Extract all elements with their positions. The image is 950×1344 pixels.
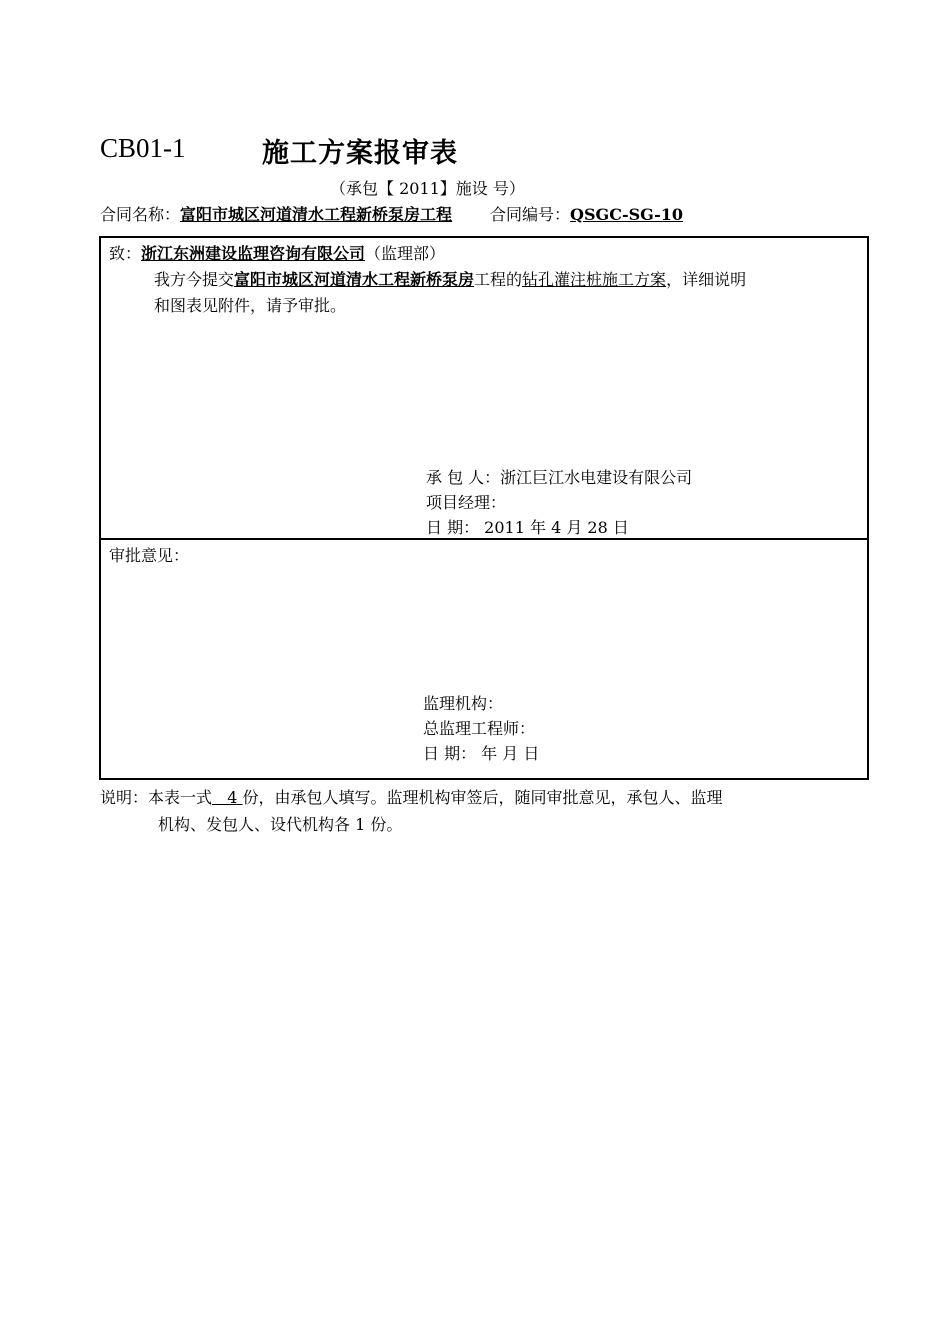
notes	[100, 784, 723, 838]
body-mid: 工程的	[474, 270, 523, 289]
construction-plan-name: 钻孔灌注桩施工方案	[522, 270, 667, 289]
approval-form	[99, 236, 869, 780]
chief-engineer-line: 总监理工程师：	[423, 719, 536, 738]
notes-line-1	[100, 784, 723, 811]
contract-no-label: 合同编号：	[490, 205, 571, 224]
supervisor-company: 浙江东洲建设监理咨询有限公司	[141, 244, 366, 263]
contractor-line: 承 包 人：浙江巨江水电建设有限公司	[426, 468, 693, 487]
addressee-line	[109, 241, 445, 267]
contract-info	[100, 202, 683, 225]
supervision-agency-line: 监理机构：	[423, 694, 504, 713]
notes-line-2: 机构、发包人、设代机构各 1 份。	[158, 815, 403, 834]
body-prefix: 我方今提交	[154, 270, 235, 289]
to-suffix: （监理部）	[365, 244, 446, 263]
notes-line-1-rest: 份，由承包人填写。监理机构审签后，随同审批意见，承包人、监理	[242, 788, 723, 807]
page-title: 施工方案报审表	[262, 138, 458, 169]
contract-name-label: 合同名称：	[100, 205, 181, 224]
document-number: （承包【 2011】施设 号）	[330, 179, 525, 198]
approval-date-line: 日 期： 年 月 日	[423, 744, 540, 763]
submission-text-line-2: 和图表见附件，请予审批。	[154, 296, 347, 315]
contract-no: QSGC-SG-10	[570, 205, 683, 224]
submission-text-line-1	[154, 267, 746, 293]
body-project: 富阳市城区河道清水工程新桥泵房	[234, 270, 475, 289]
submission-date-line: 日 期： 2011 年 4 月 28 日	[426, 518, 629, 537]
project-manager-line: 项目经理：	[426, 493, 507, 512]
copies-count: 4	[212, 788, 243, 807]
form-code: CB01-1	[100, 133, 186, 163]
section-divider	[101, 538, 867, 540]
contract-name: 富阳市城区河道清水工程新桥泵房工程	[180, 205, 453, 224]
to-label: 致：	[109, 244, 142, 263]
approval-opinion-label: 审批意见：	[109, 546, 190, 565]
body-suffix: ，详细说明	[666, 270, 747, 289]
notes-prefix: 说明：本表一式	[100, 788, 213, 807]
